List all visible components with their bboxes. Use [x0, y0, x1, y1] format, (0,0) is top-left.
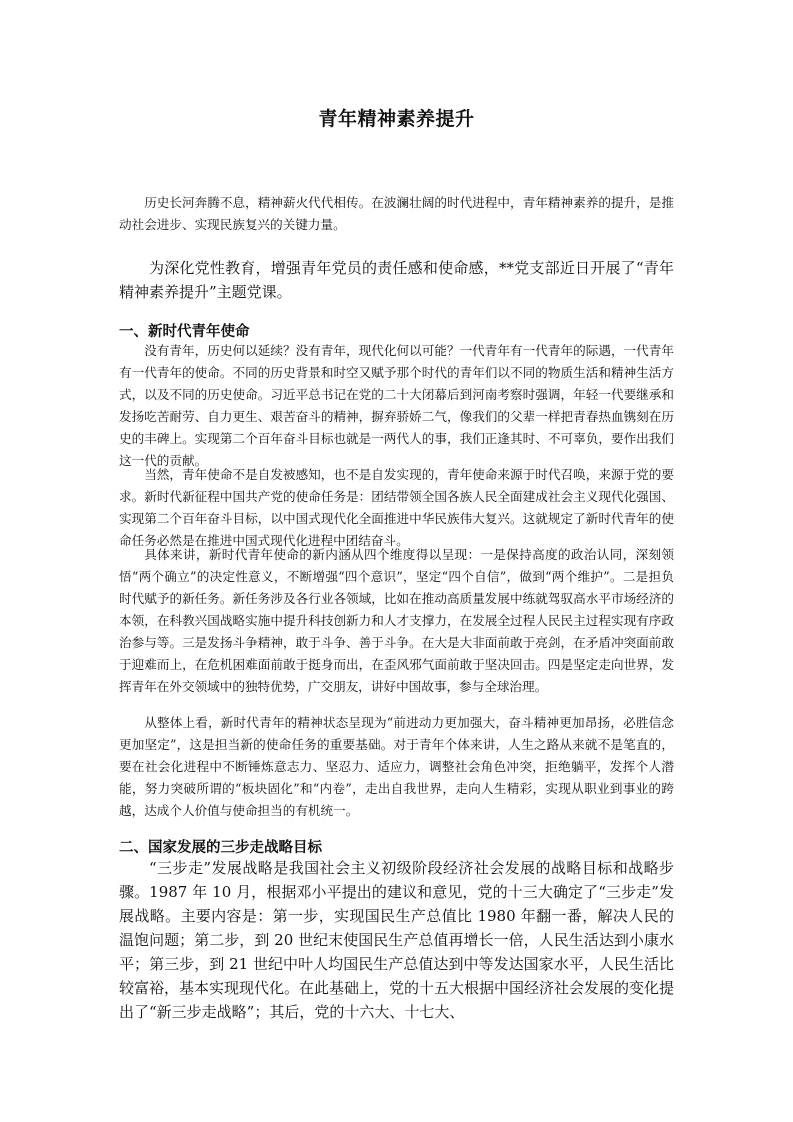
page-title: 青年精神素养提升	[318, 108, 475, 130]
section-1-paragraph-2: 当然，青年使命不是自发被感知，也不是自发实现的，青年使命来源于时代召唤，来源于党的要求。新时代新征程中国共产党的使命任务是：团结带领全国各族人民全面建成社会主义现代化强国、实现第二个百年奋斗目标，以中国式现代化全面推进中华民族伟大复兴。这就规定了新时代青年的使命任务必然是在推进中国式现代化进程中团结奋斗。	[119, 467, 674, 548]
section-2-paragraph-1: “三步走”发展战略是我国社会主义初级阶段经济社会发展的战略目标和战略步骤。1987 年 10 月，根据邓小平提出的建议和意见，党的十三大确定了“三步走”发展战略。主要内容是：第一步，实现国民生产总值比 1980 年翻一番，解决人民的温饱问题；第二步，到 20 世纪末使国民生产总值再增长一倍，人民生活达到小康水平；第三步，到 21 世纪中叶人均国民生产总值达到中等发达国家水平，人民生活比较富裕，基本实现现代化。在此基础上，党的十五大根据中国经济社会发展的变化提出了“新三步走战略”；其后，党的十六大、十七大、	[119, 859, 675, 1021]
intro-paragraph-2: 为深化党性教育，增强青年党员的责任感和使命感，**党支部近日开展了“青年精神素养提升”主题党课。	[119, 259, 674, 301]
section-2-heading: 二、国家发展的三步走战略目标	[119, 840, 322, 856]
intro-paragraph-1: 历史长河奔腾不息，精神薪火代代相传。在波澜壮阔的时代进程中，青年精神素养的提升，是推动社会进步、实现民族复兴的关键力量。	[119, 195, 674, 232]
section-1-paragraph-3: 具体来讲，新时代青年使命的新内涵从四个维度得以呈现：一是保持高度的政治认同，深刻领悟“两个确立”的决定性意义，不断增强“四个意识”，坚定“四个自信”，做到“两个维护”。二是担负时代赋予的新任务。新任务涉及各行业各领域，比如在推动高质量发展中练就驾驭高水平市场经济的本领，在科教兴国战略实施中提升科技创新力和人才支撑力，在发展全过程人民民主过程实现有序政治参与等。三是发扬斗争精神，敢于斗争、善于斗争。在大是大非面前敢于亮剑，在矛盾冲突面前敢于迎难而上，在危机困难面前敢于挺身而出，在歪风邪气面前敢于坚决回击。四是坚定走向世界，发挥青年在外交领域中的独特优势，广交朋友，讲好中国故事，参与全球治理。	[119, 547, 674, 694]
section-1-paragraph-4: 从整体上看，新时代青年的精神状态呈现为“前进动力更加强大，奋斗精神更加昂扬，必胜信念更加坚定”，这是担当新的使命任务的重要基础。对于青年个体来讲，人生之路从来就不是笔直的，要在社会化进程中不断锤炼意志力、坚忍力、适应力，调整社会角色冲突，拒绝躺平，发挥个人潜能，努力突破所谓的“板块固化”和“内卷”，走出自我世界，走向人生精彩，实现从职业到事业的跨越，达成个人价值与使命担当的有机统一。	[119, 715, 674, 818]
section-1-paragraph-1: 没有青年，历史何以延续？没有青年，现代化何以可能？一代青年有一代青年的际遇，一代青年有一代青年的使命。不同的历史背景和时空又赋予那个时代的青年们以不同的物质生活和精神生活方式，以及不同的历史使命。习近平总书记在党的二十大闭幕后到河南考察时强调，年轻一代要继承和发扬吃苦耐劳、自力更生、艰苦奋斗的精神，摒弃骄娇二气，像我们的父辈一样把青春热血镌刻在历史的丰碑上。实现第二个百年奋斗目标也就是一两代人的事，我们正逢其时、不可辜负，要作出我们这一代的贡献。	[119, 343, 674, 468]
section-1-heading: 一、新时代青年使命	[119, 324, 250, 340]
